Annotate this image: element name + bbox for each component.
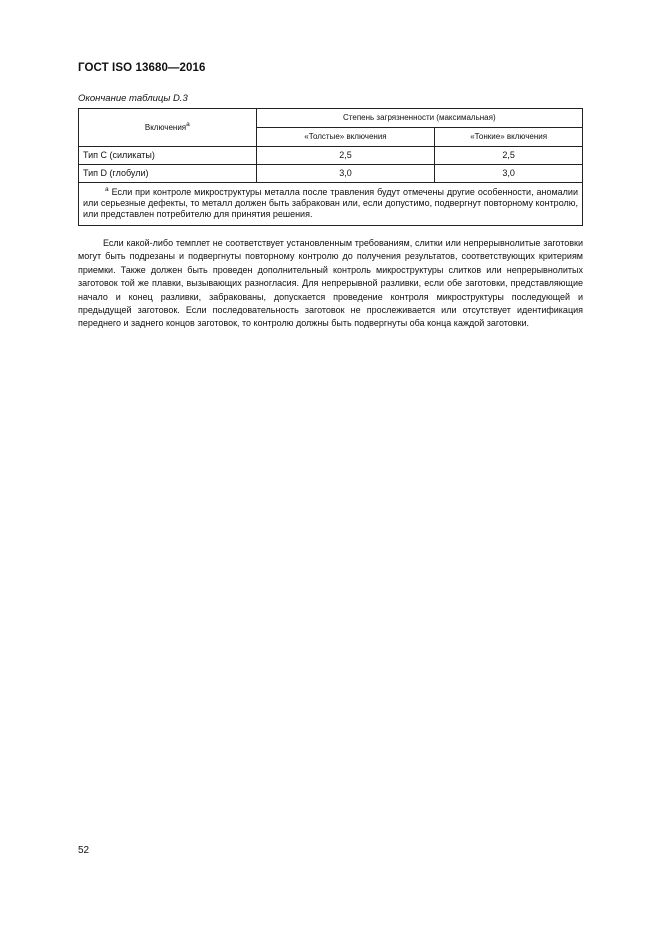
footnote-text: Если при контроле микроструктуры металла после травления будут отмечены другие особенности, аномалии или серьезные дефекты, то металл должен быть забракован или, если допустимо, подвергнут повторному контролю, или представлен потребителю для принятия решения. <box>83 187 578 219</box>
inclusions-table <box>78 108 583 226</box>
table-footnote-row <box>79 183 583 226</box>
table-row <box>79 147 583 165</box>
table-header-row <box>79 109 583 128</box>
row-value-thin: 3,0 <box>435 165 583 183</box>
header-cell-contamination-degree: Степень загрязненности (максимальная) <box>256 109 582 128</box>
row-label: Тип D (глобули) <box>79 165 257 183</box>
header-cell-thick: «Толстые» включения <box>256 128 435 147</box>
row-value-thick: 2,5 <box>256 147 435 165</box>
body-paragraph: Если какой-либо темплет не соответствует установленным требованиям, слитки или непрерывнолитые заготовки могут быть подрезаны и подвергнуты повторному контролю до получения результатов, соответствующих критериям приемки. Также должен быть проведен дополнительный контроль микроструктуры слитков или непрерывнолитых заготовок той же плавки, вызывающих разногласия. Для непрерывной разливки, если обе заготовки, представляющие начало и конец разливки, забракованы, допускается проведение контроля микроструктуры последующей и предыдущей заготовок. Если последовательность заготовок не прослеживается или отсутствует идентификация переднего и заднего концов заготовок, то контролю должны быть подвергнуты оба конца каждой заготовки. <box>78 238 583 329</box>
row-value-thick: 3,0 <box>256 165 435 183</box>
header-cell-thin: «Тонкие» включения <box>435 128 583 147</box>
header-inclusions-label: Включения <box>144 122 187 132</box>
header-cell-inclusions <box>79 109 257 147</box>
document-header: ГОСТ ISO 13680—2016 <box>78 62 206 74</box>
table-caption: Окончание таблицы D.3 <box>78 93 188 104</box>
footnote-marker: a <box>186 120 190 128</box>
table-footnote <box>79 183 583 226</box>
table-row <box>79 165 583 183</box>
row-label: Тип С (силикаты) <box>79 147 257 165</box>
page-number: 52 <box>78 845 90 856</box>
footnote-marker: a <box>105 186 109 193</box>
row-value-thin: 2,5 <box>435 147 583 165</box>
